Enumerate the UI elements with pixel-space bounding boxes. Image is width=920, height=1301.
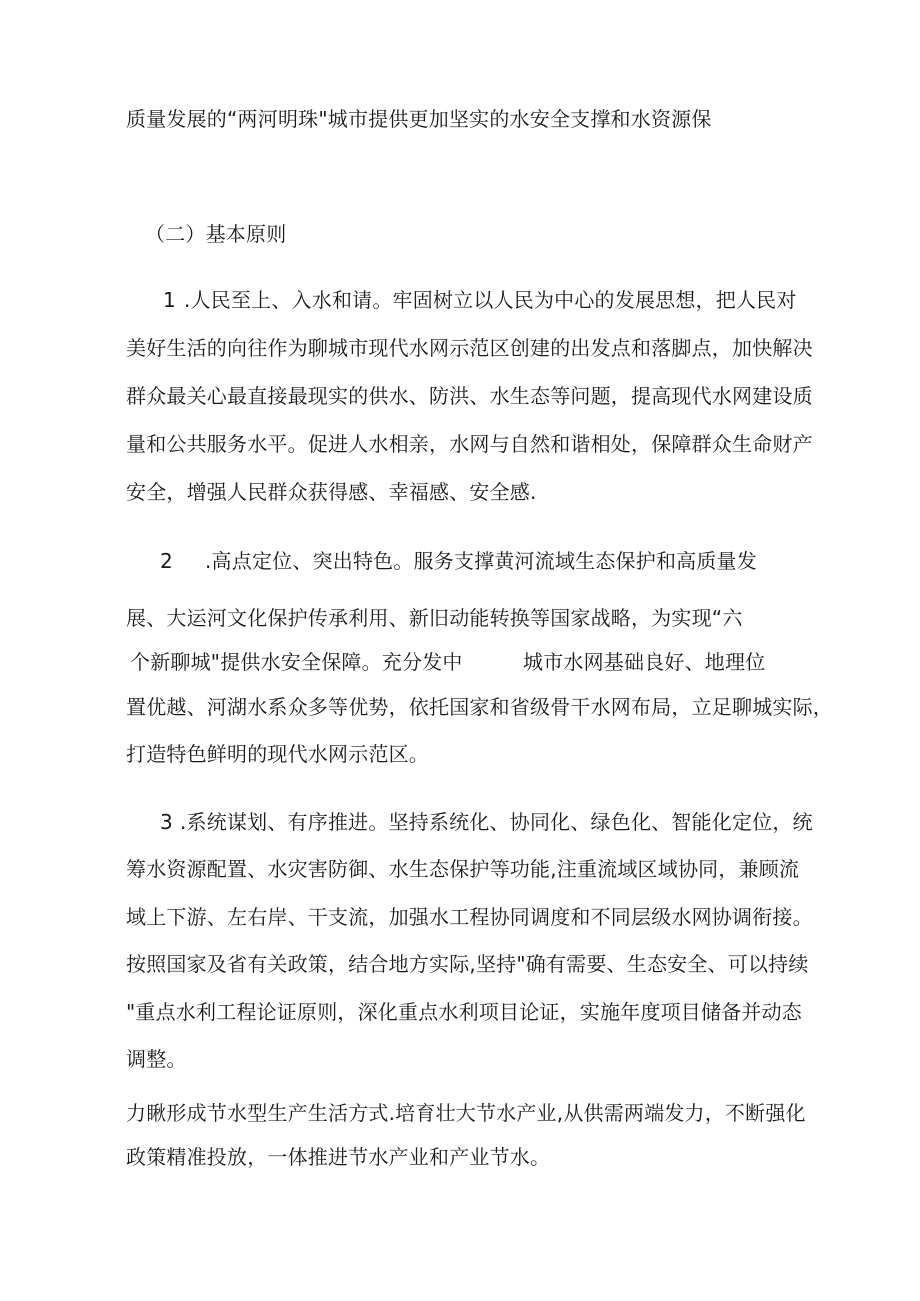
principle-2-line-3a: 个新聊城"提供水安全保障。充分发中 bbox=[130, 650, 463, 674]
principle-2-number: 2 bbox=[160, 549, 173, 573]
closing-line-1: 力瞅形成节水型生产生活方式.培育壮大节水产业,从供需两端发力，不断强化 bbox=[126, 1101, 806, 1125]
principle-1-line-1: .人民至上、入水和请。牢固树立以人民为中心的发展思想，把人民对 bbox=[184, 288, 797, 312]
principle-2-line-3b: 城市水网基础良好、地理位 bbox=[523, 650, 766, 674]
principle-1-number: 1 bbox=[163, 288, 176, 312]
principle-1-line-5: 安全，增强人民群众获得感、幸福感、安全感. bbox=[126, 480, 537, 504]
principle-3-number: 3 bbox=[160, 810, 173, 834]
principle-2-line-2: 展、大运河文化保护传承利用、新旧动能转换等国家战略，为实现“六 bbox=[126, 606, 743, 630]
principle-2-line-5: 打造特色鲜明的现代水网示范区。 bbox=[126, 742, 429, 766]
principle-3-line-6: 调整。 bbox=[126, 1047, 187, 1071]
principle-1-line-3: 群众最关心最直接最现实的供水、防洪、水生态等问题，提高现代水网建设质 bbox=[126, 384, 813, 408]
principle-1-line-2: 美好生活的向往作为聊城市现代水网示范区创建的出发点和落脚点，加快解决 bbox=[126, 336, 813, 360]
intro-line: 质量发展的“两河明珠"城市提供更加坚实的水安全支撑和水资源保 bbox=[126, 107, 712, 131]
principle-2-line-4: 置优越、河湖水系众多等优势，依托国家和省级骨干水网布局，立足聊城实际， bbox=[126, 695, 833, 719]
principle-3-line-2: 筹水资源配置、水灾害防御、水生态保护等功能,注重流域区域协同，兼顾流 bbox=[126, 857, 800, 881]
principle-3-line-4: 按照国家及省有关政策，结合地方实际,坚持"确有需要、生态安全、可以持续 bbox=[126, 952, 809, 976]
section-heading: （二）基本原则 bbox=[145, 222, 287, 246]
principle-3-line-1: .系统谋划、有序推进。坚持系统化、协同化、绿色化、智能化定位，统 bbox=[180, 810, 813, 834]
principle-2-line-1: .高点定位、突出特色。服务支撑黄河流域生态保护和高质量发 bbox=[205, 549, 757, 573]
closing-line-2: 政策精准投放，一体推进节水产业和产业节水。 bbox=[126, 1145, 551, 1169]
principle-3-line-5: "重点水利工程论证原则，深化重点水利项目论证，实施年度项目储备并动态 bbox=[126, 1000, 802, 1024]
principle-3-line-3: 域上下游、左右岸、干支流，加强水工程协同调度和不同层级水网协调衔接。 bbox=[126, 905, 813, 929]
principle-1-line-4: 量和公共服务水平。促进人水相亲，水网与自然和谐相处，保障群众生命财产 bbox=[126, 432, 813, 456]
